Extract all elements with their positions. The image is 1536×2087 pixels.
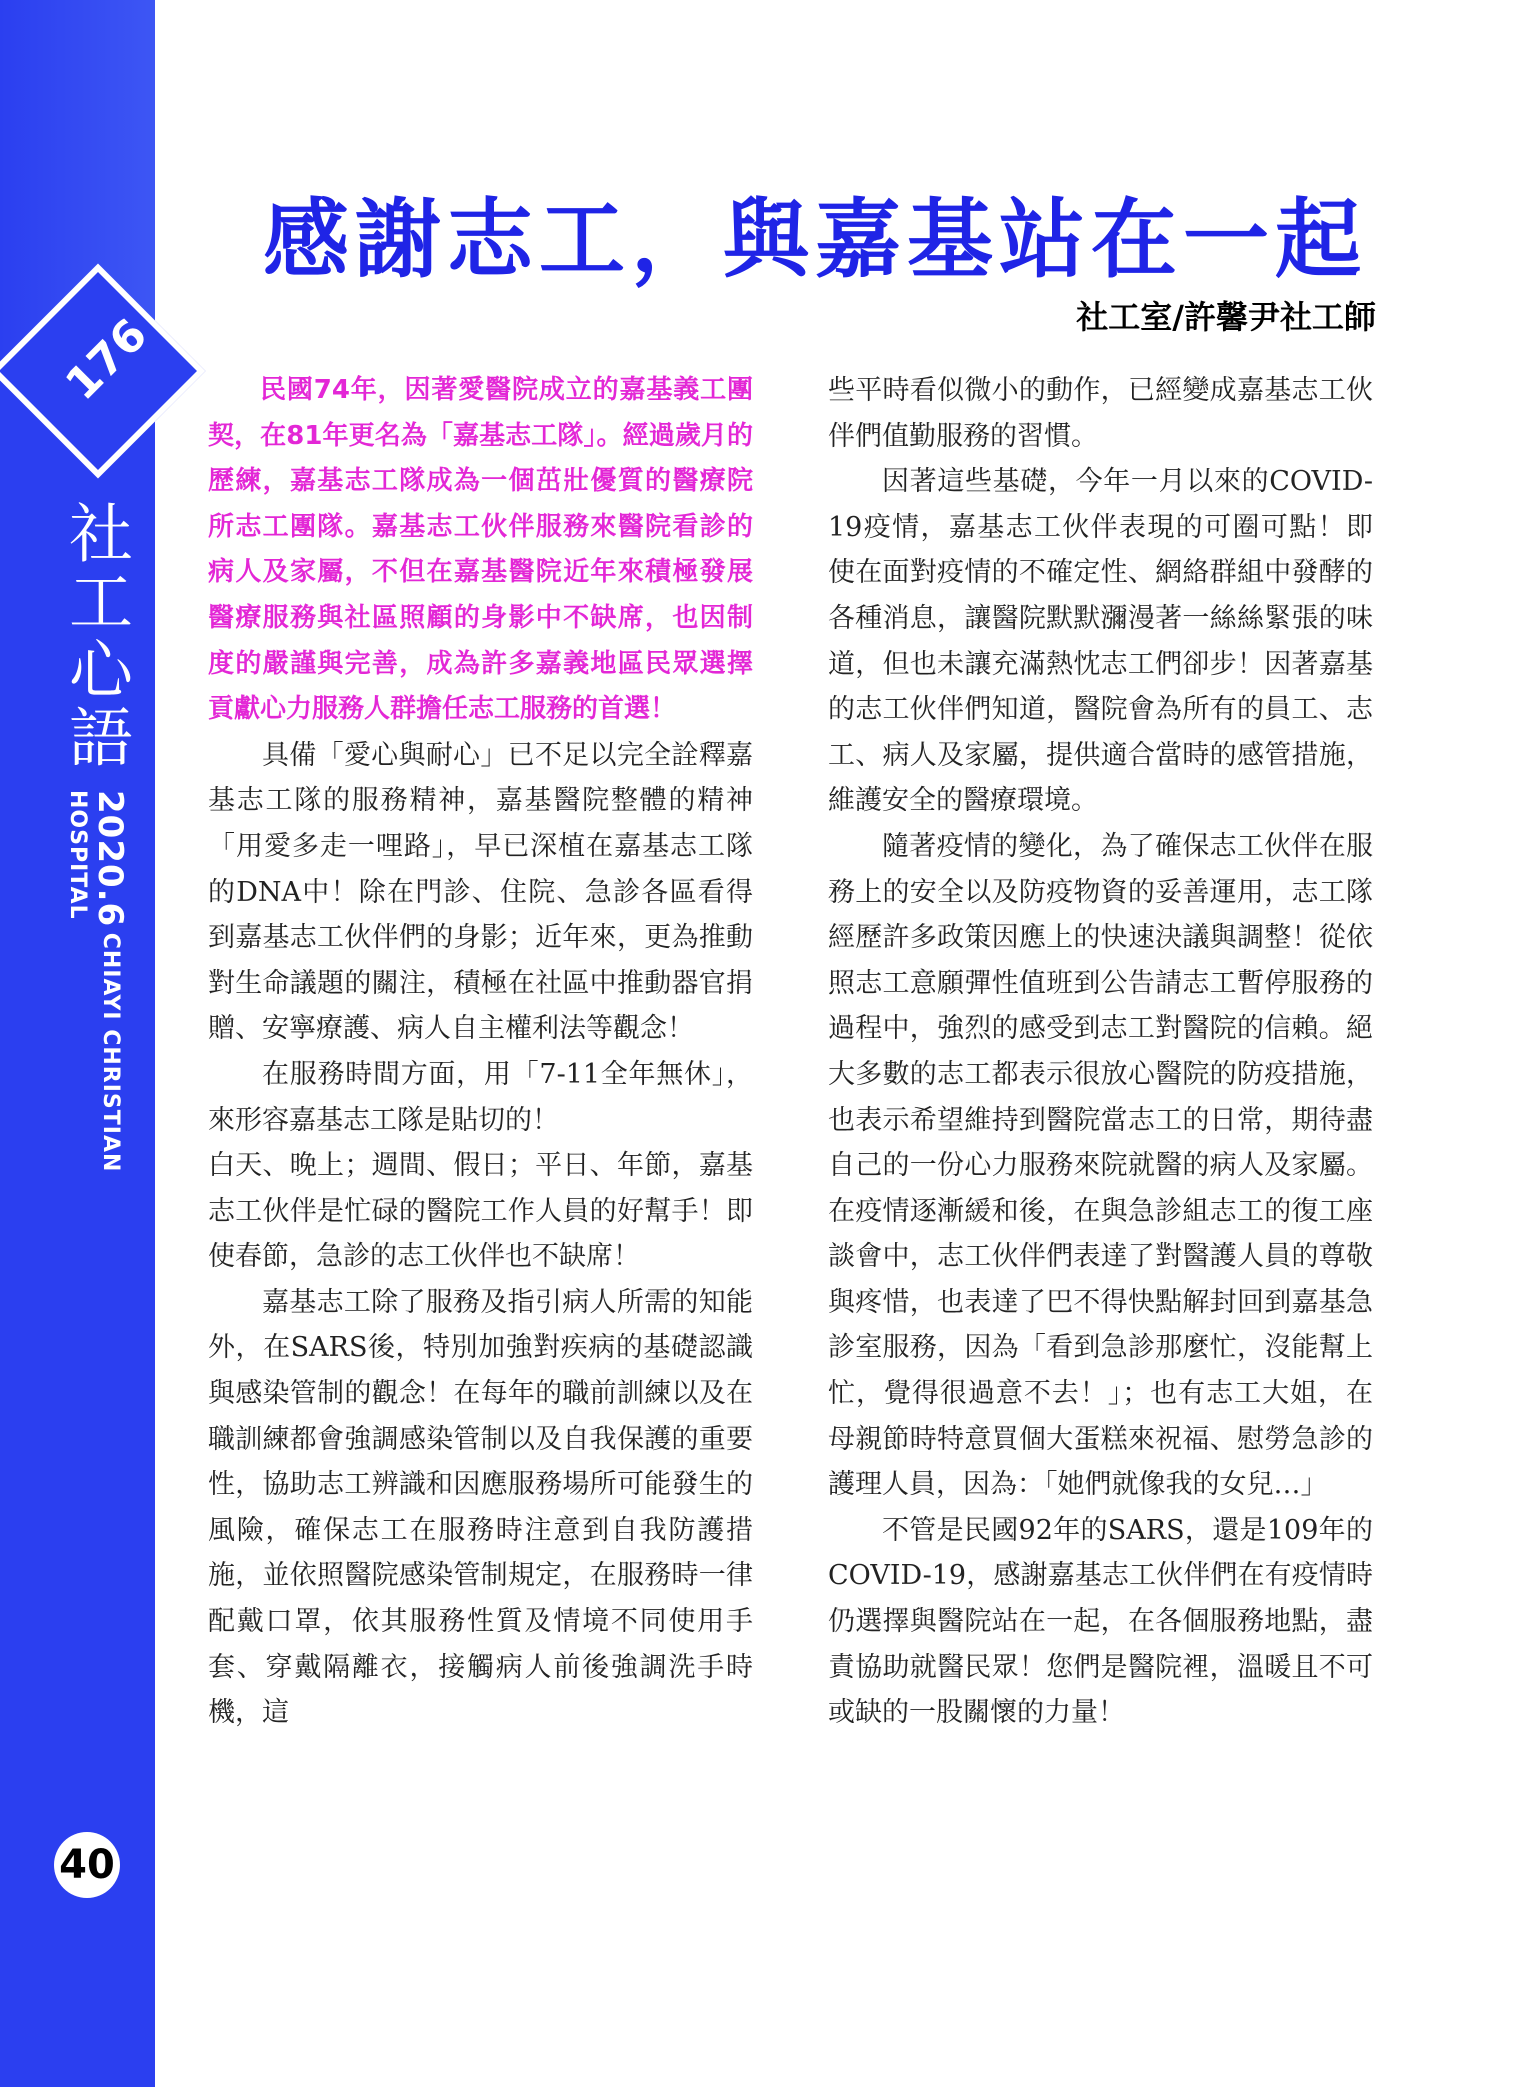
body-paragraph: 白天、晚上；週間、假日；平日、年節，嘉基志工伙伴是忙碌的醫院工作人員的好幫手！即使春節，急診的志工伙伴也不缺席！ — [208, 1150, 753, 1273]
body-paragraph: 不管是民國92年的SARS，還是109年的COVID-19，感謝嘉基志工伙伴們在有疫情時仍選擇與醫院站在一起，在各個服務地點，盡責協助就醫民眾！您們是醫院裡，溫暖且不可或缺的一股關懷的力量！ — [828, 1514, 1373, 1729]
hospital-name: CHIAYI CHRISTIAN HOSPITAL — [65, 790, 123, 1173]
page-number: 40 — [54, 1832, 120, 1898]
lead-paragraph: 民國74年，因著愛醫院成立的嘉基義工團契，在81年更名為「嘉基志工隊」。經過歲月的歷練，嘉基志工隊成為一個茁壯優質的醫療院所志工團隊。嘉基志工伙伴服務來醫院看診的病人及家屬，不但在嘉基醫院近年來積極發展醫療服務與社區照顧的身影中不缺席，也因制度的嚴謹與完善，成為許多嘉義地區民眾選擇貢獻心力服務人群擔任志工服務的首選！ — [208, 375, 753, 725]
article-byline: 社工室/許馨尹社工師 — [1076, 298, 1376, 336]
body-paragraph: 些平時看似微小的動作，已經變成嘉基志工伙伴們值勤服務的習慣。 — [828, 375, 1373, 452]
left-column — [208, 368, 753, 1736]
body-paragraph: 因著這些基礎，今年一月以來的COVID-19疫情，嘉基志工伙伴表現的可圈可點！即使在面對疫情的不確定性、網絡群組中發酵的各種消息，讓醫院默默瀰漫著一絲絲緊張的味道，但也未讓充滿熱忱志工們卻步！因著嘉基的志工伙伴們知道，醫院會為所有的員工、志工、病人及家屬，提供適合當時的感管措施，維護安全的醫療環境。 — [828, 466, 1373, 817]
issue-info — [40, 790, 130, 1190]
sidebar — [0, 0, 158, 2087]
issue-date: 2020.6 — [90, 790, 130, 928]
issue-number: 176 — [56, 309, 158, 411]
body-paragraph: 隨著疫情的變化，為了確保志工伙伴在服務上的安全以及防疫物資的妥善運用，志工隊經歷許多政策因應上的快速決議與調整！從依照志工意願彈性值班到公告請志工暫停服務的過程中，強烈的感受到志工對醫院的信賴。絕大多數的志工都表示很放心醫院的防疫措施，也表示希望維持到醫院當志工的日常，期待盡自己的一份心力服務來院就醫的病人及家屬。在疫情逐漸緩和後，在與急診組志工的復工座談會中，志工伙伴們表達了對醫護人員的尊敬與疼惜，也表達了巴不得快點解封回到嘉基急診室服務，因為「看到急診那麼忙，沒能幫上忙，覺得很過意不去！」；也有志工大姐，在母親節時特意買個大蛋糕來祝福、慰勞急診的護理人員，因為：「她們就像我的女兒…」 — [828, 830, 1373, 1501]
body-paragraph: 具備「愛心與耐心」已不足以完全詮釋嘉基志工隊的服務精神，嘉基醫院整體的精神「用愛多走一哩路」，早已深植在嘉基志工隊的DNA中！除在門診、住院、急診各區看得到嘉基志工伙伴們的身影；近年來，更為推動對生命議題的關注，積極在社區中推動器官捐贈、安寧療護、病人自主權利法等觀念！ — [208, 739, 753, 1045]
right-column — [828, 368, 1373, 1736]
column-title: 社工心語 — [58, 500, 132, 772]
article-title: 感謝志工，與嘉基站在一起 — [263, 189, 1367, 290]
body-paragraph: 嘉基志工除了服務及指引病人所需的知能外，在SARS後，特別加強對疾病的基礎認識與感染管制的觀念！在每年的職前訓練以及在職訓練都會強調感染管制以及自我保護的重要性，協助志工辨識和因應服務場所可能發生的風險，確保志工在服務時注意到自我防護措施，並依照醫院感染管制規定，在服務時一律配戴口罩，依其服務性質及情境不同使用手套、穿戴隔離衣，接觸病人前後強調洗手時機，這 — [208, 1286, 753, 1729]
body-paragraph: 在服務時間方面，用「7-11全年無休」，來形容嘉基志工隊是貼切的！ — [208, 1058, 753, 1136]
